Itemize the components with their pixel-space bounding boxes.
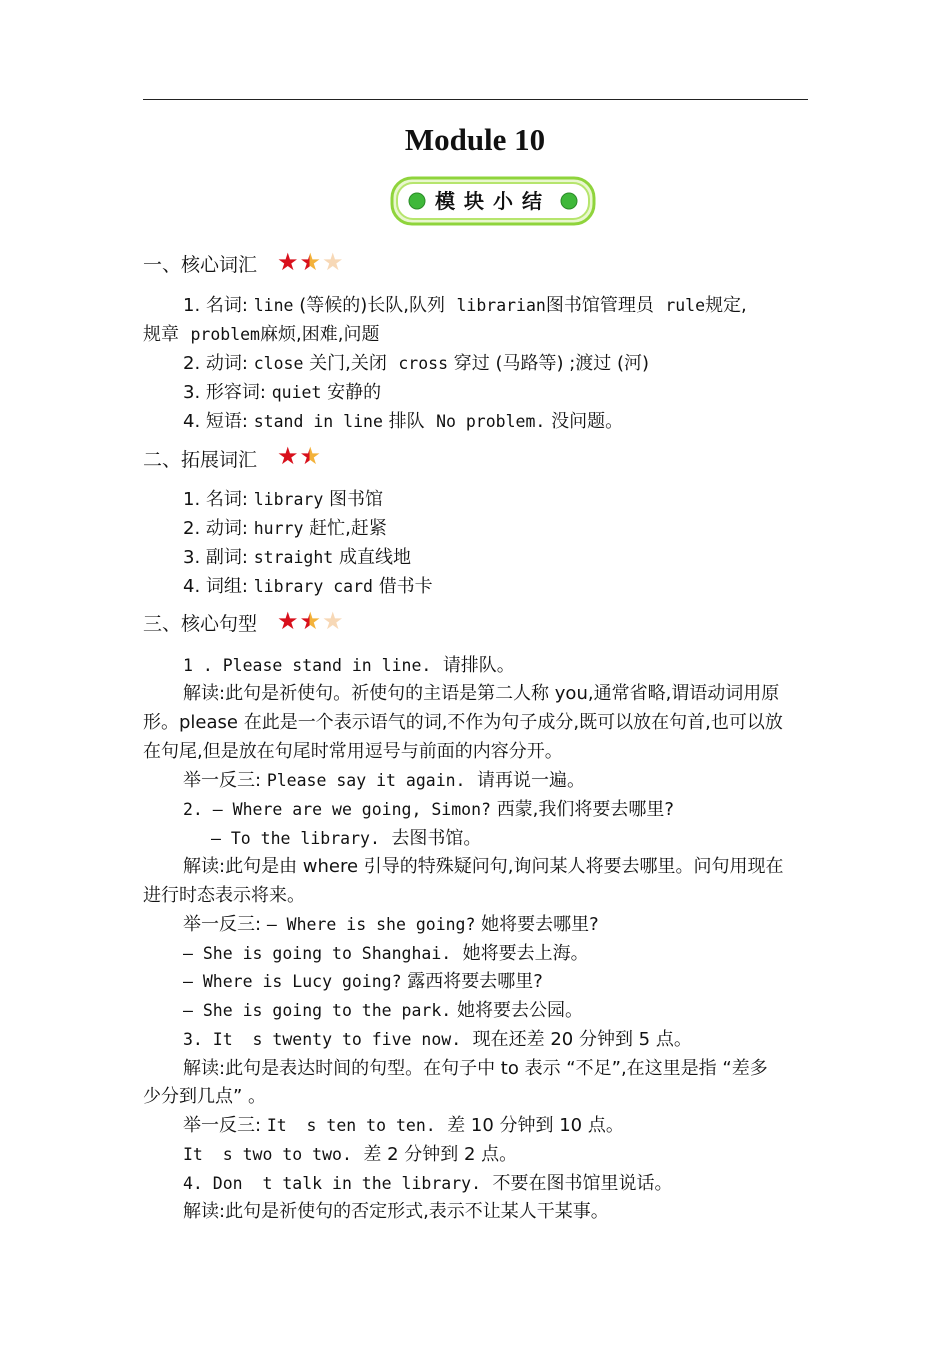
list-item: 4. 词组: library card 借书卡: [183, 576, 433, 597]
star-half-icon: ★: [299, 607, 322, 635]
explanation-line: 解读:此句是表达时间的句型。在句子中 to 表示 “不足”,在这里是指 “差多: [183, 1058, 768, 1079]
module-summary-badge: [390, 176, 596, 226]
sentence-line: — To the library. 去图书馆。: [211, 828, 482, 849]
list-item: 2. 动词: close 关门,关闭 cross 穿过 (马路等) ;渡过 (河): [183, 353, 650, 374]
rating-stars: [277, 444, 322, 468]
page-title: Module 10: [404, 122, 546, 157]
sentence-line: 2. — Where are we going, Simon? 西蒙,我们将要去哪里?: [183, 799, 674, 820]
section-heading-extended-vocab: 二、拓展词汇: [143, 449, 258, 471]
section-heading-core-sentences: 三、核心句型: [143, 613, 258, 635]
list-item: 1. 名词: library 图书馆: [183, 489, 384, 510]
badge-label: 模块小结: [435, 189, 551, 213]
rating-stars: [277, 250, 345, 274]
explanation-line: 解读:此句是由 where 引导的特殊疑问句,询问某人将要去哪里。问句用现在: [183, 856, 784, 877]
example-line: It s two to two. 差 2 分钟到 2 点。: [183, 1144, 518, 1165]
explanation-line: 在句尾,但是放在句尾时常用逗号与前面的内容分开。: [143, 741, 563, 762]
example-line: 举一反三: — Where is she going? 她将要去哪里?: [183, 914, 599, 935]
star-half-icon: ★: [299, 442, 322, 470]
explanation-line: 解读:此句是祈使句的否定形式,表示不让某人干某事。: [183, 1201, 609, 1222]
example-line: — She is going to Shanghai. 她将要去上海。: [183, 943, 589, 964]
sentence-line: 4. Don t talk in the library. 不要在图书馆里说话。: [183, 1173, 673, 1194]
star-empty-icon: ★: [322, 248, 344, 276]
example-line: 举一反三: Please say it again. 请再说一遍。: [183, 770, 585, 791]
sentence-line: 1 . Please stand in line. 请排队。: [183, 655, 515, 676]
list-item: 1. 名词: line (等候的)长队,队列 librarian图书馆管理员 rule规定,: [183, 295, 747, 316]
star-icon: ★: [277, 442, 299, 470]
list-item: 3. 形容词: quiet 安静的: [183, 382, 382, 403]
explanation-line: 少分到几点” 。: [143, 1086, 267, 1107]
explanation-line: 进行时态表示将来。: [143, 885, 305, 906]
star-icon: ★: [277, 607, 299, 635]
star-empty-icon: ★: [322, 607, 344, 635]
list-item: 2. 动词: hurry 赶忙,赶紧: [183, 518, 387, 539]
star-icon: ★: [277, 248, 299, 276]
section-heading-core-vocab: 一、核心词汇: [143, 254, 258, 276]
list-item: 4. 短语: stand in line 排队 No problem. 没问题。: [183, 411, 624, 432]
rating-stars: [277, 609, 345, 633]
explanation-line: 解读:此句是祈使句。祈使句的主语是第二人称 you,通常省略,谓语动词用原: [183, 683, 780, 704]
header-rule: [143, 99, 808, 100]
example-line: — She is going to the park. 她将要去公园。: [183, 1000, 583, 1021]
explanation-line: 形。please 在此是一个表示语气的词,不作为句子成分,既可以放在句首,也可以放: [143, 712, 783, 733]
list-item: 规章 problem麻烦,困难,问题: [143, 324, 380, 345]
sentence-line: 3. It s twenty to five now. 现在还差 20 分钟到 5 点。: [183, 1029, 692, 1050]
list-item: 3. 副词: straight 成直线地: [183, 547, 411, 568]
example-line: — Where is Lucy going? 露西将要去哪里?: [183, 971, 543, 992]
example-line: 举一反三: It s ten to ten. 差 10 分钟到 10 点。: [183, 1115, 624, 1136]
star-half-icon: ★: [299, 248, 322, 276]
